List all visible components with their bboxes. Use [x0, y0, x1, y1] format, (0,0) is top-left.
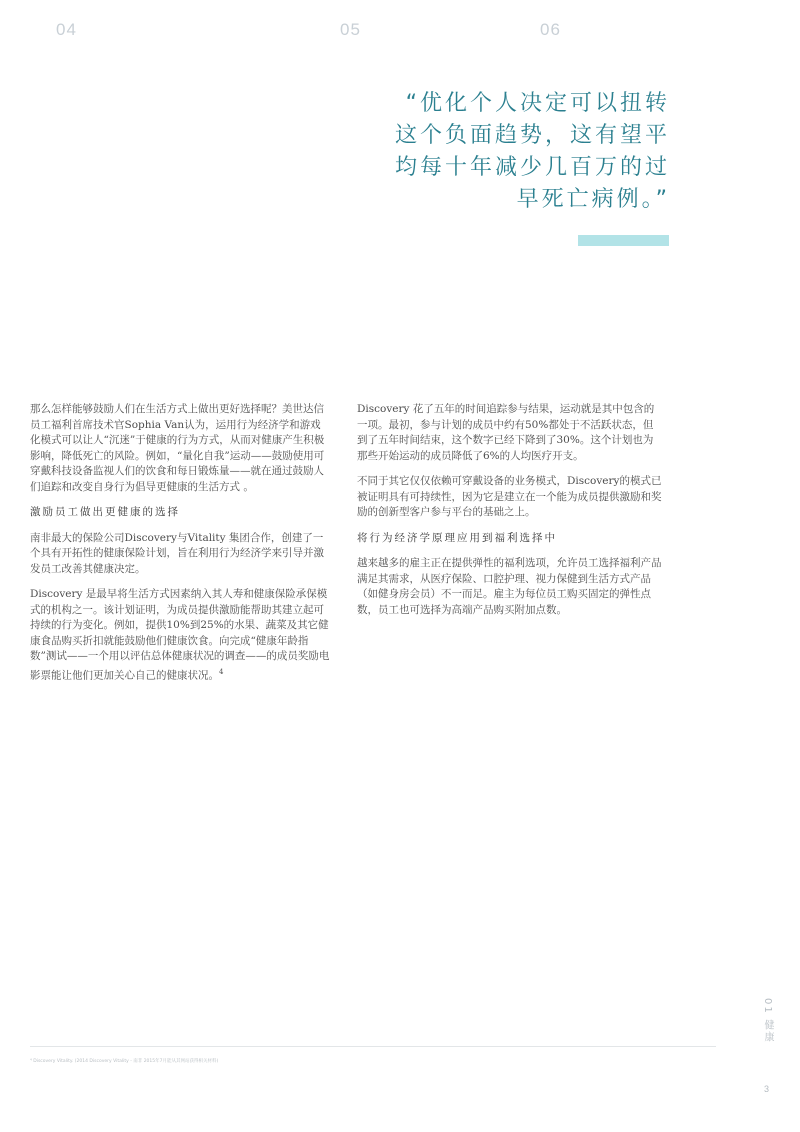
paragraph: 南非最大的保险公司Discovery与Vitality 集团合作，创建了一个具有开拓性的健康保险计划，旨在利用行为经济学来引导并激发员工改善其健康决定。 [30, 531, 324, 575]
left-column [30, 402, 330, 694]
pull-quote-line: 这个负面趋势，这有望平 [394, 123, 670, 148]
pull-quote-line: “优化个人决定可以扭转 [405, 91, 670, 116]
right-column [357, 402, 662, 628]
paragraph [30, 587, 330, 684]
paragraph: 那么怎样能够鼓励人们在生活方式上做出更好选择呢？美世达信员工福利首席技术官Sophia Van认为，运用行为经济学和游戏化模式可以让人“沉迷”于健康的行为方式，从而对健康产生积极影响，降低死亡的风险。例如，“量化自我”运动——鼓励使用可穿戴科技设备监视人们的饮食和每日锻炼量——就在通过鼓励人们追踪和改变自身行为倡导更健康的生活方式 。 [30, 403, 325, 493]
section-number-04: 04 [56, 20, 77, 39]
pull-quote-line: 均每十年减少几百万的过 [394, 155, 670, 180]
footer-divider [30, 1046, 716, 1047]
pull-quote [350, 88, 670, 216]
paragraph: Discovery 花了五年的时间追踪参与结果，运动就是其中包含的一项。最初，参与计划的成员中约有50%都处于不活跃状态，但到了五年时间结束，这个数字已经下降到了30%。这个计划也为那些开始运动的成员降低了6%的人均医疗开支。 [357, 403, 655, 462]
accent-bar [578, 235, 669, 246]
section-heading: 将行为经济学原理应用到福利选择中 [357, 531, 557, 544]
pull-quote-line: 早死亡病例。” [516, 187, 670, 212]
section-number-05: 05 [340, 20, 361, 39]
page-number: 3 [764, 1084, 770, 1094]
paragraph-text: Discovery 是最早将生活方式因素纳入其人寿和健康保险承保模式的机构之一。该计划证明，为成员提供激励能帮助其建立起可持续的行为变化。例如，提供10%到25%的水果、蔬菜及其它健康食品购买折扣就能鼓励他们健康饮食。向完成“健康年龄指数”测试——一个用以评估总体健康状况的调查——的成员奖励电影票能让他们更加关心自己的健康状况。 [30, 588, 330, 681]
section-heading: 激励员工做出更健康的选择 [30, 506, 180, 518]
footnote-ref[interactable]: 4 [219, 667, 224, 676]
paragraph: 越来越多的雇主正在提供弹性的福利选项，允许员工选择福利产品满足其需求，从医疗保险、口腔护理、视力保健到生活方式产品（如健身房会员）不一而足。雇主为每位员工购买固定的弹性点数，员工也可选择为高端产品购买附加点数。 [357, 557, 662, 616]
section-number-06: 06 [540, 20, 561, 39]
chapter-side-label: 01 健康 [762, 998, 773, 1044]
footnote: ⁴ Discovery Vitality. (2014 Discovery Vitality - 南非 2015年7月能从其网站获得相关材料) [30, 1059, 219, 1064]
paragraph: 不同于其它仅仅依赖可穿戴设备的业务模式，Discovery的模式已被证明具有可持续性，因为它是建立在一个能为成员提供激励和奖励的创新型客户参与平台的基础之上。 [357, 475, 662, 518]
